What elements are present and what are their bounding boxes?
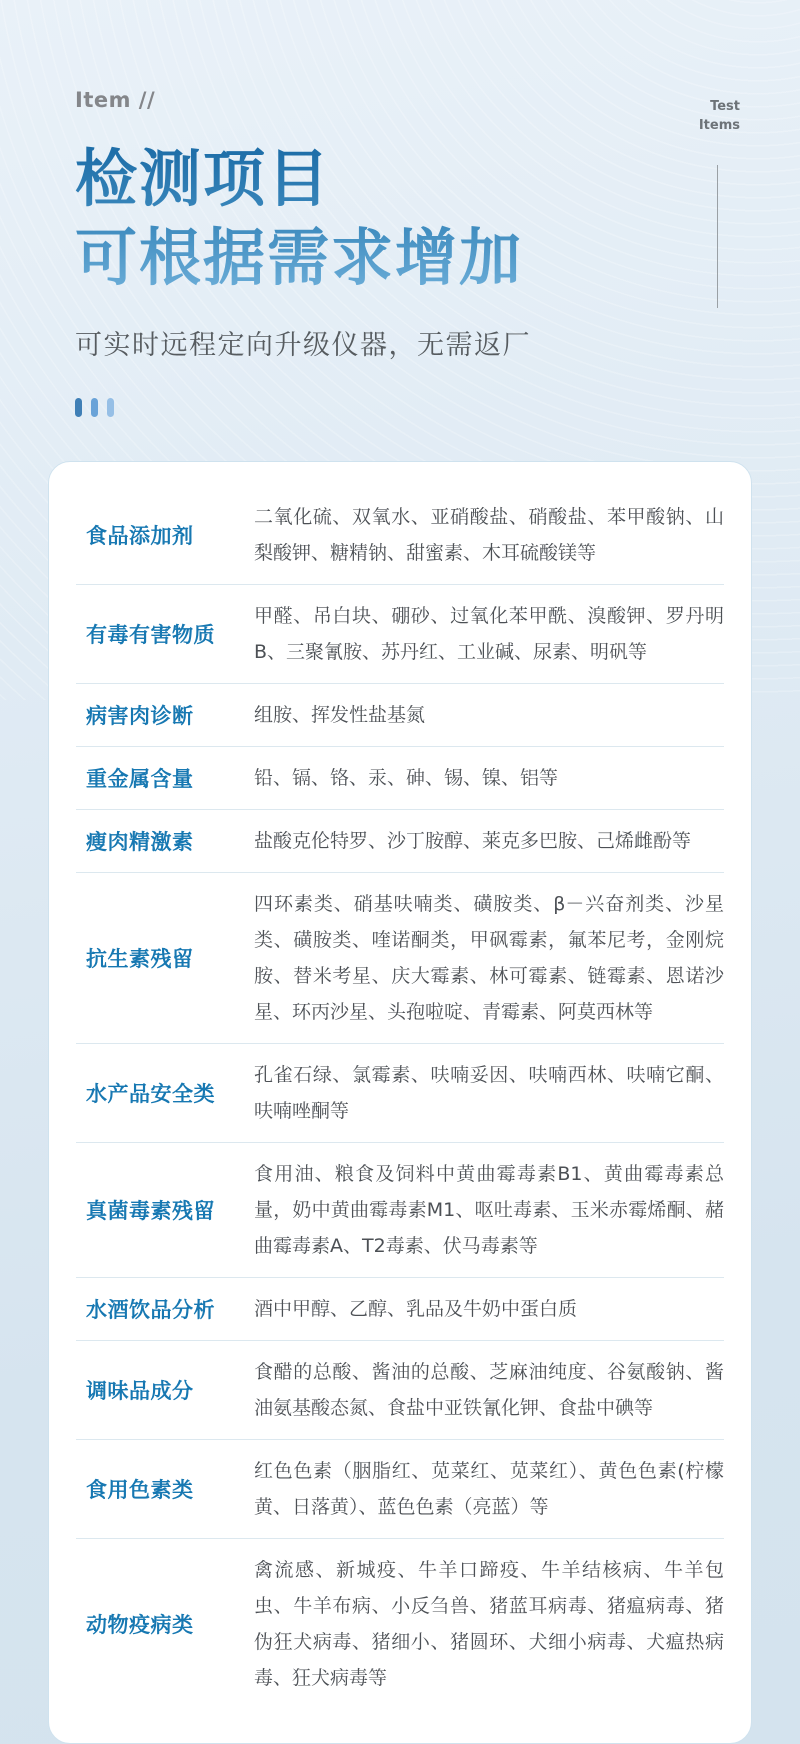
table-row <box>76 1142 724 1277</box>
page-title-line1: 检测项目 <box>75 142 332 215</box>
table-row <box>76 683 724 746</box>
table-row <box>76 1340 724 1439</box>
page-title <box>75 140 740 297</box>
table-row <box>76 584 724 683</box>
category-label: 抗生素残留 <box>86 947 194 972</box>
category-items: 组胺、挥发性盐基氮 <box>254 704 426 727</box>
table-row <box>76 872 724 1043</box>
category-items: 红色色素（胭脂红、苋菜红、苋菜红）、黄色色素(柠檬黄、日落黄）、蓝色色素（亮蓝）等 <box>254 1460 724 1519</box>
corner-label-line1: Test <box>710 99 740 114</box>
category-items: 甲醛、吊白块、硼砂、过氧化苯甲酰、溴酸钾、罗丹明B、三聚氰胺、苏丹红、工业碱、尿素、明矾等 <box>254 605 724 664</box>
category-label: 水产品安全类 <box>86 1082 215 1107</box>
test-items-card <box>48 461 752 1744</box>
bar-decoration <box>75 398 82 417</box>
category-label: 动物疫病类 <box>86 1613 194 1638</box>
bar-decoration <box>91 398 98 417</box>
page-subtitle: 可实时远程定向升级仪器，无需返厂 <box>75 330 531 362</box>
category-label: 有毒有害物质 <box>86 623 215 648</box>
table-row <box>76 1043 724 1142</box>
page-title-line2: 可根据需求增加 <box>75 220 524 294</box>
category-label: 真菌毒素残留 <box>86 1199 215 1224</box>
bar-decoration <box>107 398 114 417</box>
table-row <box>76 1277 724 1340</box>
category-items: 食用油、粮食及饲料中黄曲霉毒素B1、黄曲霉毒素总量，奶中黄曲霉毒素M1、呕吐毒素、玉米赤霉烯酮、赭曲霉毒素A、T2毒素、伏马毒素等 <box>254 1163 724 1258</box>
category-label: 瘦肉精激素 <box>86 830 194 855</box>
test-items-table <box>76 486 724 1709</box>
category-label: 调味品成分 <box>86 1379 194 1404</box>
category-label: 食品添加剂 <box>86 524 194 549</box>
category-items: 四环素类、硝基呋喃类、磺胺类、β－兴奋剂类、沙星类、磺胺类、喹诺酮类，甲砜霉素，氟苯尼考，金刚烷胺、替米考星、庆大霉素、林可霉素、链霉素、恩诺沙星、环丙沙星、头孢啦啶、青霉素、阿莫西林等 <box>254 893 724 1024</box>
table-row <box>76 746 724 809</box>
eyebrow-label: Item // <box>75 88 156 112</box>
decorative-bars <box>75 398 740 417</box>
category-items: 二氧化硫、双氧水、亚硝酸盐、硝酸盐、苯甲酸钠、山梨酸钾、糖精钠、甜蜜素、木耳硫酸镁等 <box>254 506 724 565</box>
category-label: 食用色素类 <box>86 1478 194 1503</box>
category-items: 禽流感、新城疫、牛羊口蹄疫、牛羊结核病、牛羊包虫、牛羊布病、小反刍兽、猪蓝耳病毒、猪瘟病毒、猪伪狂犬病毒、猪细小、猪圆环、犬细小病毒、犬瘟热病毒、狂犬病毒等 <box>254 1559 724 1690</box>
category-items: 食醋的总酸、酱油的总酸、芝麻油纯度、谷氨酸钠、酱油氨基酸态氮、食盐中亚铁氰化钾、食盐中碘等 <box>254 1361 724 1420</box>
category-label: 重金属含量 <box>86 767 194 792</box>
table-row <box>76 1439 724 1538</box>
corner-label-line2: Items <box>698 117 740 133</box>
category-items: 铅、镉、铬、汞、砷、锡、镍、铝等 <box>254 767 559 790</box>
table-row <box>76 809 724 872</box>
corner-label <box>699 98 740 136</box>
header <box>0 0 800 417</box>
vertical-divider <box>717 165 718 308</box>
category-items: 酒中甲醇、乙醇、乳品及牛奶中蛋白质 <box>254 1298 578 1321</box>
category-items: 孔雀石绿、氯霉素、呋喃妥因、呋喃西林、呋喃它酮、呋喃唑酮等 <box>254 1064 724 1123</box>
table-row <box>76 1538 724 1709</box>
category-items: 盐酸克伦特罗、沙丁胺醇、莱克多巴胺、己烯雌酚等 <box>254 830 692 853</box>
table-row <box>76 486 724 584</box>
category-label: 水酒饮品分析 <box>86 1298 215 1323</box>
category-label: 病害肉诊断 <box>86 704 194 729</box>
